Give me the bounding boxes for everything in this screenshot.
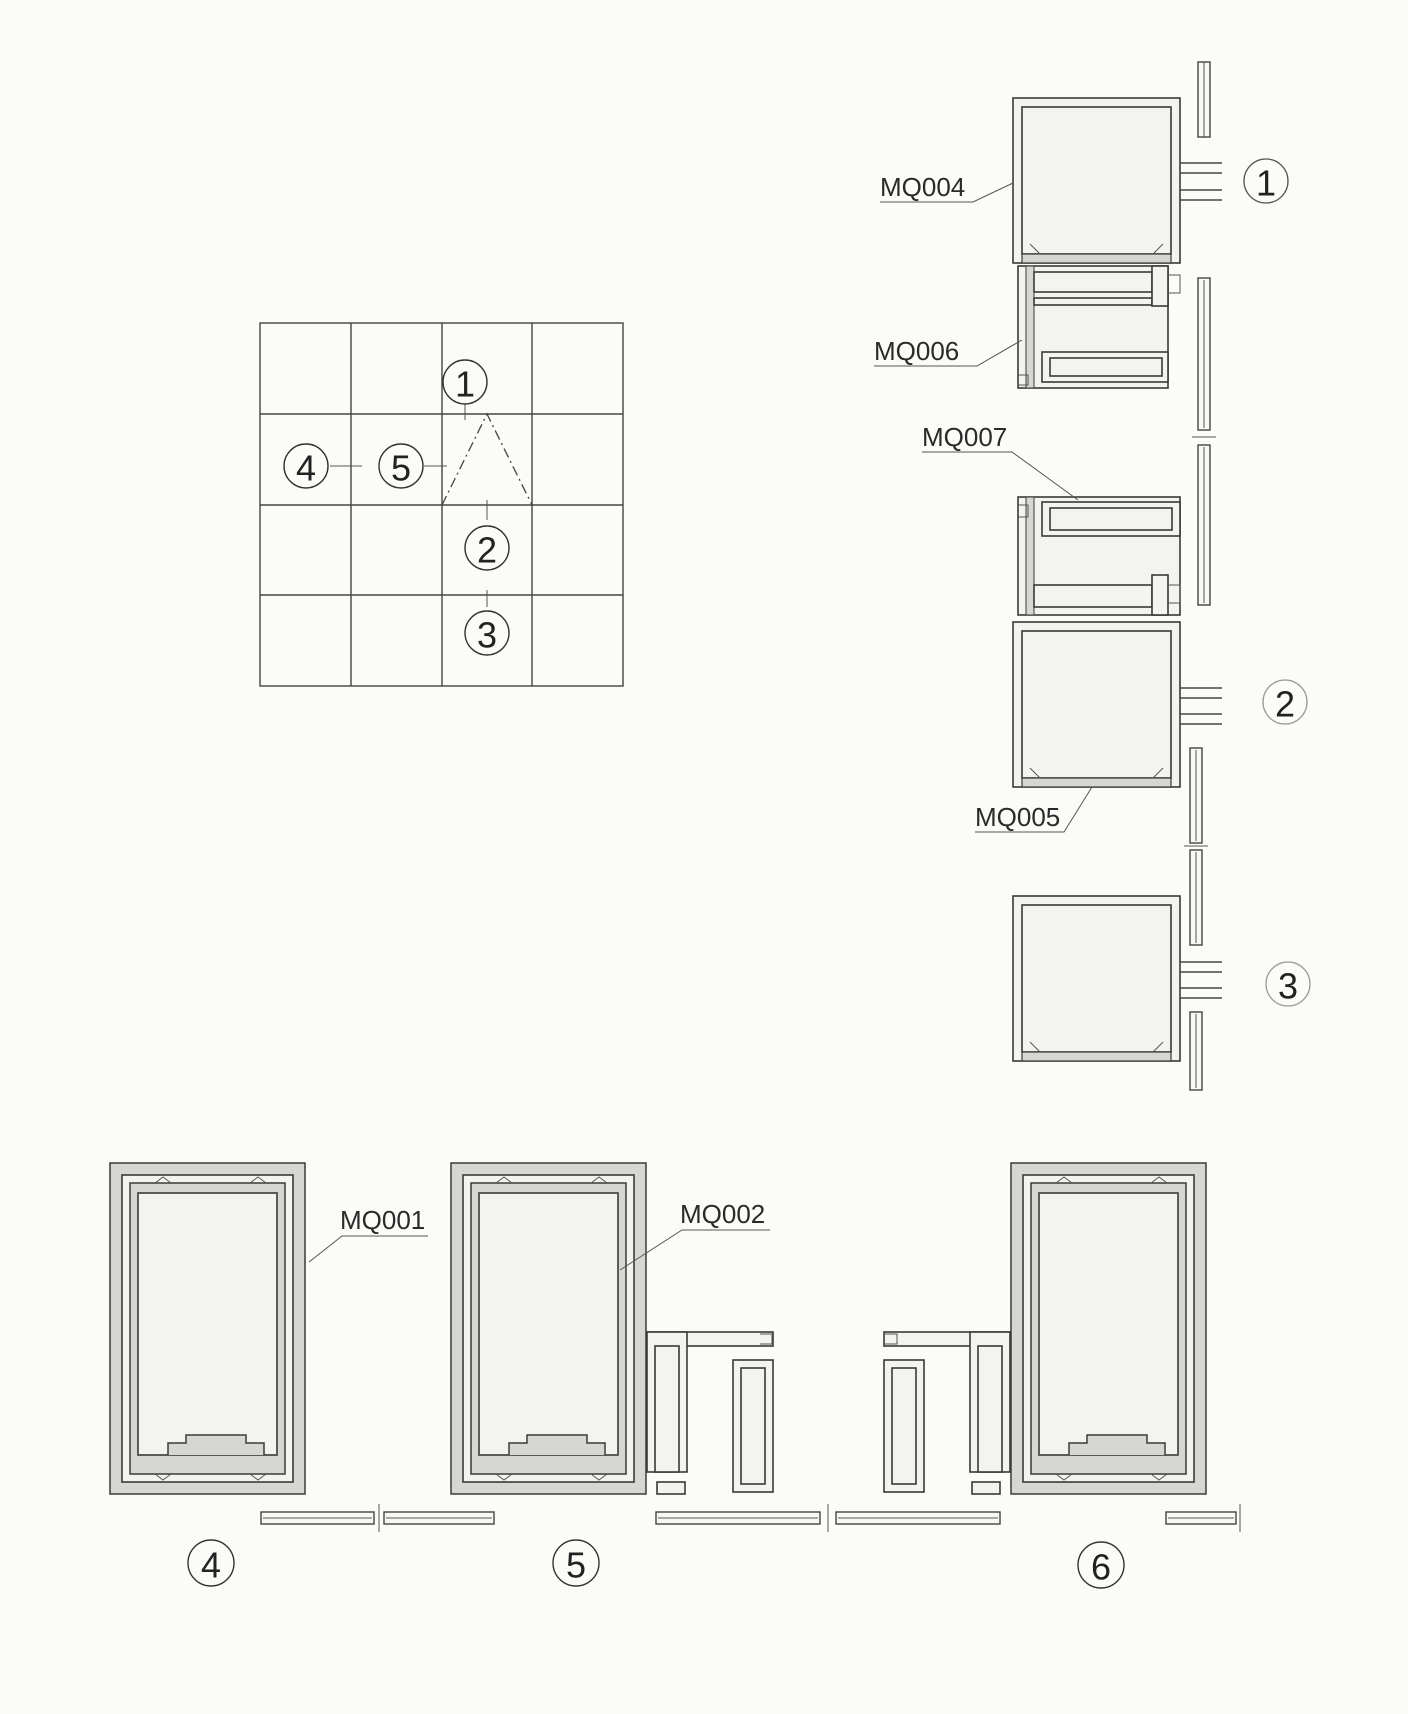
svg-text:4: 4	[295, 447, 317, 489]
svg-text:6: 6	[1090, 1546, 1112, 1588]
glass-pane	[384, 1512, 494, 1524]
mullion-6	[1011, 1163, 1206, 1494]
label-mq005	[975, 787, 1092, 832]
sash-profile-left	[647, 1332, 773, 1494]
svg-text:5: 5	[390, 447, 412, 489]
label-mq001	[309, 1205, 428, 1262]
opening-symbol	[442, 414, 532, 505]
svg-text:MQ005: MQ005	[975, 802, 1061, 832]
glass-pane	[1198, 62, 1210, 137]
profile-mq004	[1013, 98, 1222, 263]
vertical-section	[874, 62, 1310, 1090]
key-marker-3	[465, 611, 509, 656]
key-marker-5	[379, 444, 423, 489]
label-mq006	[874, 336, 1022, 366]
profile-mq007	[1018, 497, 1180, 615]
key-marker-4	[284, 444, 328, 489]
profile-mq006	[1018, 266, 1180, 388]
glass-pane	[1198, 278, 1210, 430]
glass-pane	[1166, 1512, 1236, 1524]
svg-text:5: 5	[565, 1544, 587, 1586]
svg-text:1: 1	[454, 363, 476, 405]
svg-text:1: 1	[1255, 162, 1277, 204]
section-number-4	[188, 1540, 234, 1586]
glass-pane	[1198, 445, 1210, 605]
svg-text:MQ001: MQ001	[340, 1205, 426, 1235]
key-plan	[260, 323, 623, 686]
key-marker-2	[465, 526, 509, 571]
key-marker-1	[443, 360, 487, 405]
svg-text:MQ007: MQ007	[922, 422, 1008, 452]
glass-pane	[836, 1512, 1000, 1524]
mullion-mq002	[451, 1163, 646, 1494]
horizontal-sections	[110, 1163, 1240, 1588]
section-number-3	[1266, 962, 1310, 1007]
svg-text:3: 3	[1277, 965, 1299, 1007]
sash-profile-right	[884, 1332, 1010, 1494]
label-mq007	[922, 422, 1078, 500]
svg-text:MQ002: MQ002	[680, 1199, 766, 1229]
glass-pane	[1190, 1012, 1202, 1090]
section-number-2	[1263, 680, 1307, 725]
glass-pane	[656, 1512, 820, 1524]
section-number-5	[553, 1540, 599, 1586]
svg-text:MQ004: MQ004	[880, 172, 966, 202]
glass-pane	[1190, 850, 1202, 945]
glass-pane	[1190, 748, 1202, 843]
section-number-1	[1244, 159, 1288, 204]
glass-pane	[261, 1512, 374, 1524]
svg-text:4: 4	[200, 1544, 222, 1586]
label-mq004	[880, 172, 1013, 202]
svg-text:MQ006: MQ006	[874, 336, 960, 366]
svg-text:3: 3	[476, 614, 498, 656]
svg-text:2: 2	[476, 529, 498, 571]
svg-text:2: 2	[1274, 683, 1296, 725]
mullion-mq001	[110, 1163, 305, 1494]
section-number-6	[1078, 1542, 1124, 1588]
